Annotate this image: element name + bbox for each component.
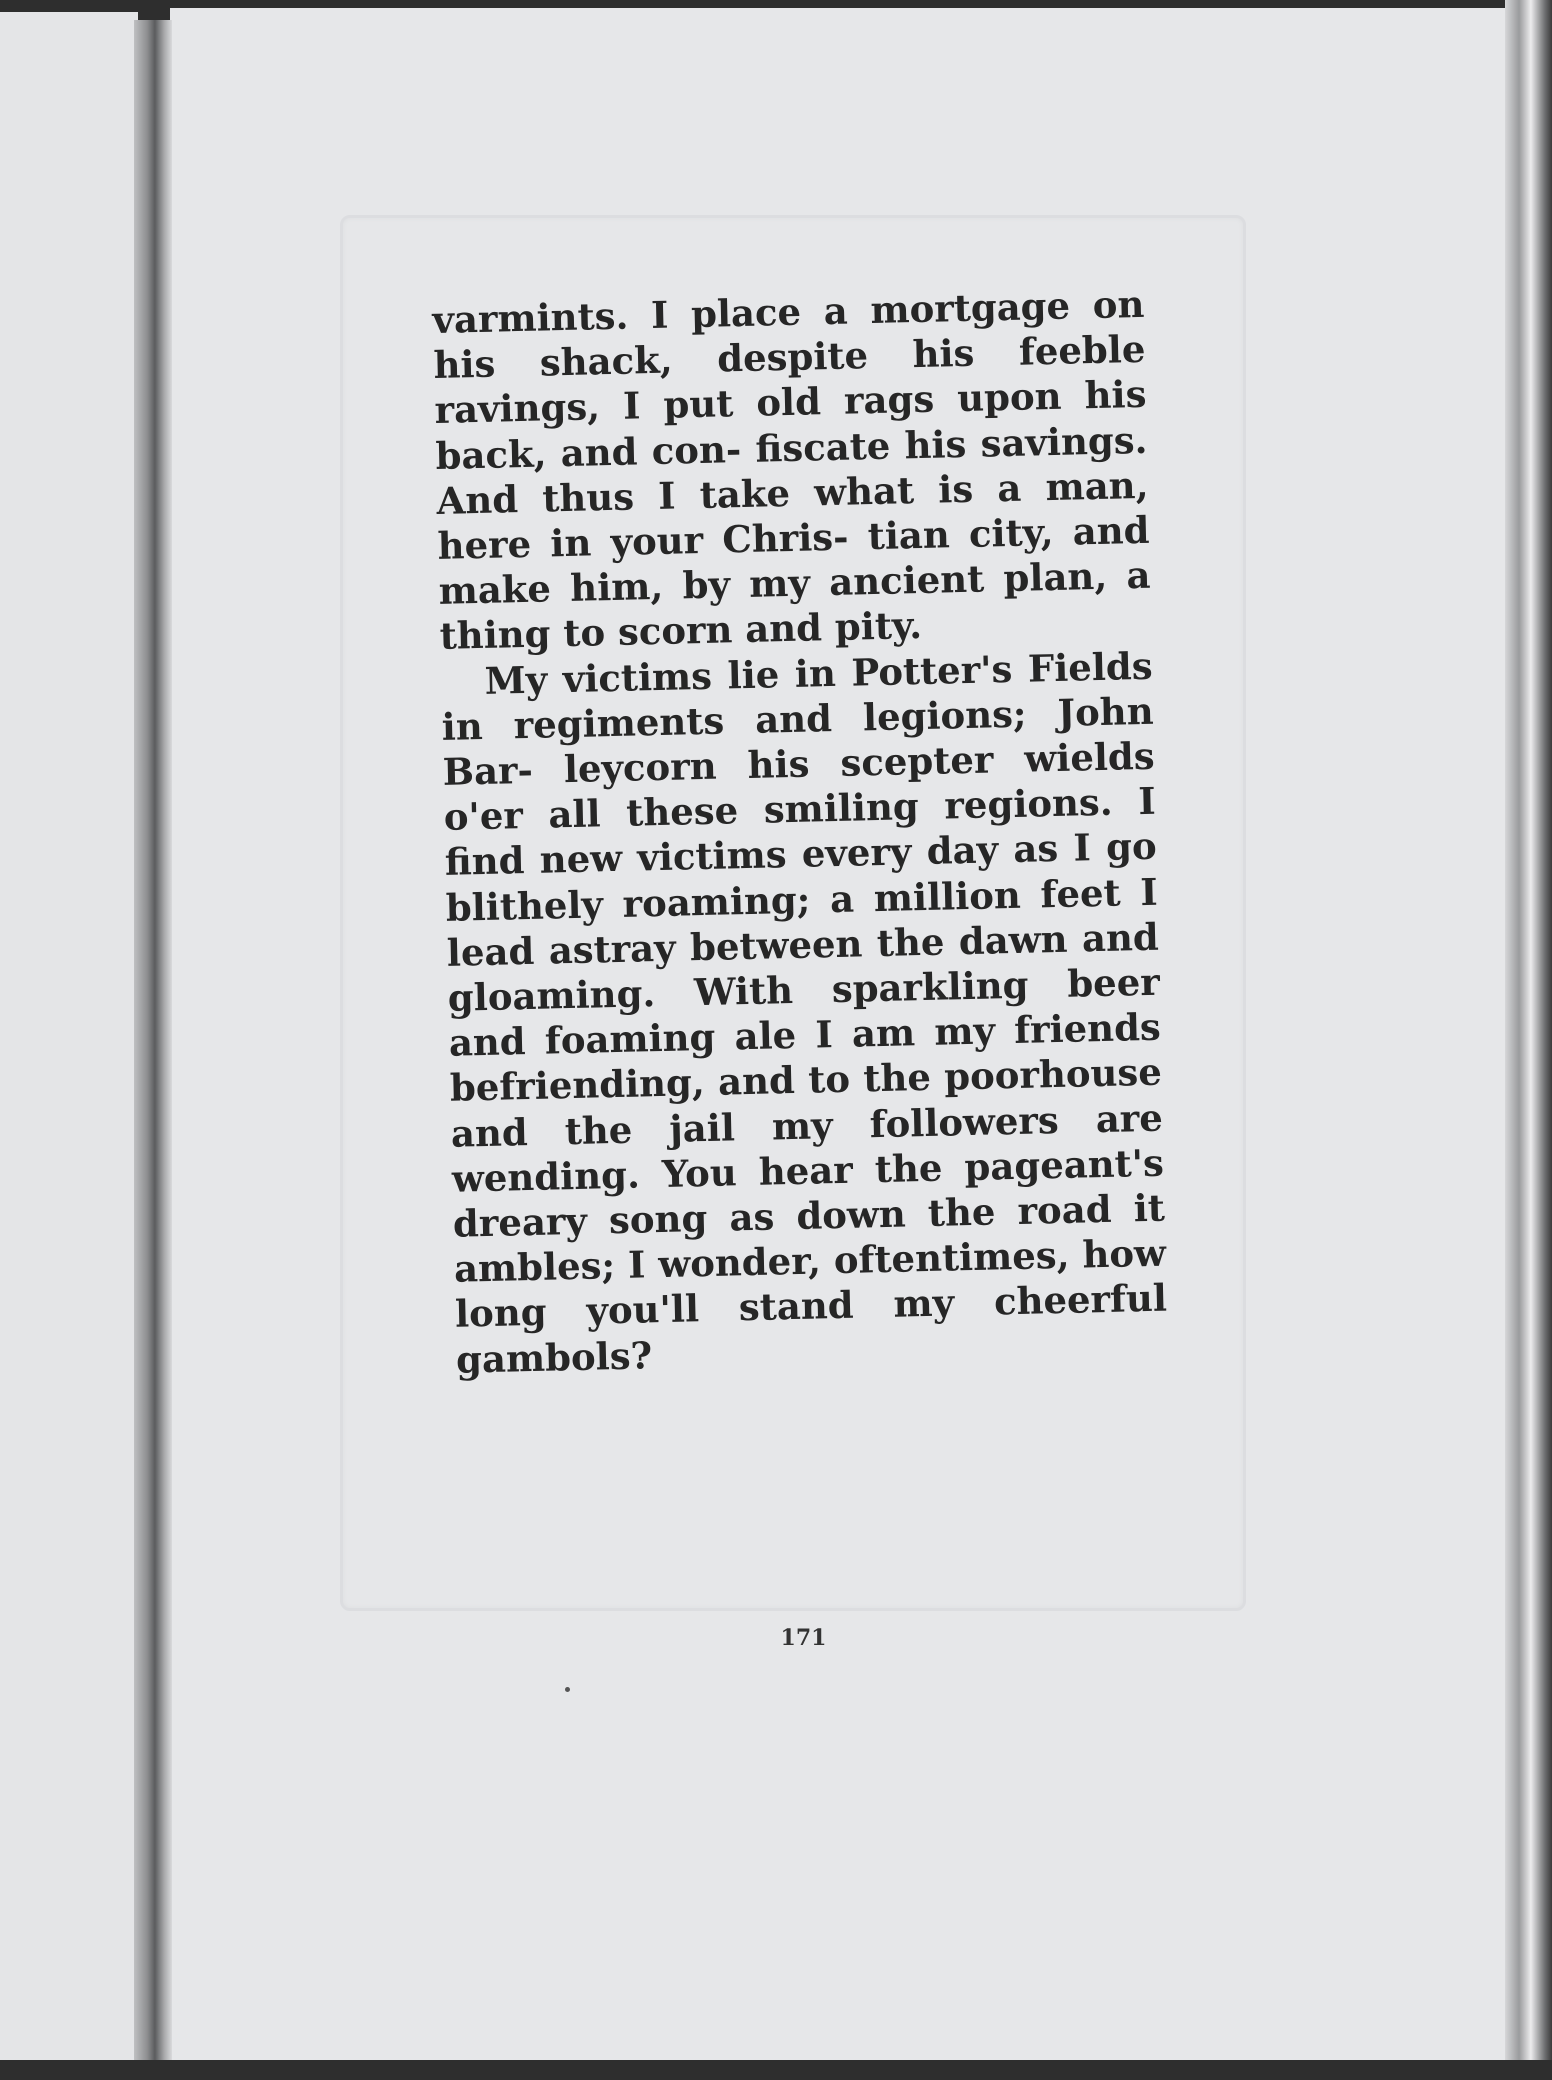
dust-speck <box>565 1687 570 1692</box>
paragraph-2: My victims lie in Potter's Fields in regiments and legions; John Bar- leycorn his scepter wields o'er all these smiling regions. I find new victims every day as I go blithely roaming; a million feet I lead astray between the dawn and gloaming. With sparkling beer and foaming ale I am my friends befriending, and to the poorhouse and the jail my followers are wending. You hear the pageant's dreary song as down the road it ambles; I wonder, oftentimes, how long you'll stand my cheerful gambols? <box>441 643 1168 1382</box>
scan-bottom-border <box>0 2060 1552 2080</box>
body-text <box>432 282 1168 1383</box>
page-stack-edge <box>1505 0 1552 2080</box>
facing-page-edge <box>0 12 138 2062</box>
paragraph-1: varmints. I place a mortgage on his shack, despite his feeble ravings, I put old rags upon his back, and con- fiscate his savings. And thus I take what is a man, here in your Chris- tian city, and make him, by my ancient plan, a thing to scorn and pity. <box>432 281 1151 659</box>
page-number: 171 <box>780 1625 827 1651</box>
book-gutter <box>134 20 172 2060</box>
